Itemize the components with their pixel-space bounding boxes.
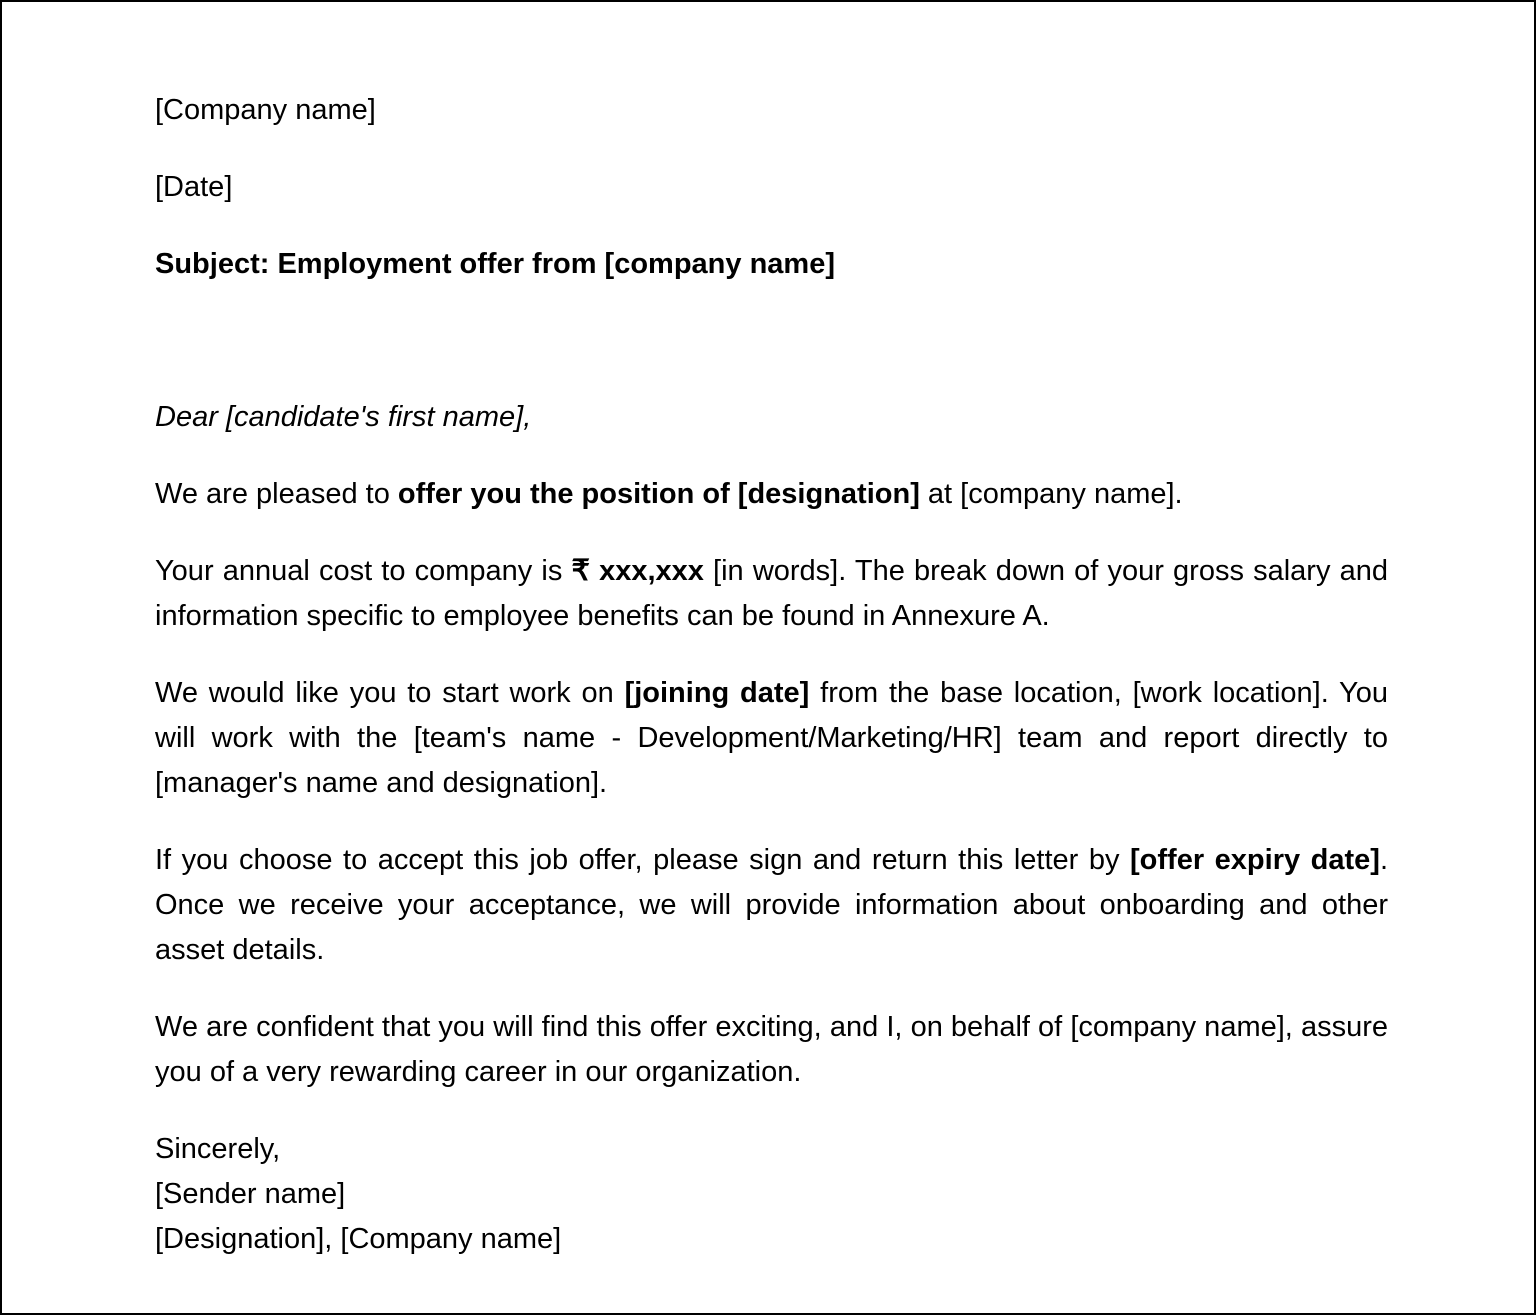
salutation: Dear [candidate's first name], bbox=[155, 401, 532, 433]
paragraph-text: at [company name]. bbox=[919, 478, 1183, 510]
letter-date: [Date] bbox=[155, 171, 233, 203]
sender-designation: [Designation], [Company name] bbox=[155, 1223, 562, 1255]
paragraph-text: If you choose to accept this job offer, please sign and return this letter by bbox=[155, 844, 1131, 876]
company-name: [Company name] bbox=[155, 94, 376, 126]
paragraph-acceptance bbox=[155, 838, 1388, 973]
offer-expiry-date: [offer expiry date] bbox=[1130, 844, 1380, 876]
paragraph-text: . Once we receive your acceptance, we will provide information about onboarding and other asset details. bbox=[155, 844, 1388, 966]
paragraph-position-offer bbox=[155, 472, 1388, 517]
salary-amount: ₹ xxx,xxx bbox=[571, 555, 704, 587]
joining-date: [joining date] bbox=[624, 677, 810, 709]
offer-letter bbox=[155, 88, 1388, 1262]
position-offer-emphasis: offer you the position of [designation] bbox=[397, 478, 920, 510]
letter-subject: Subject: Employment offer from [company name] bbox=[155, 248, 835, 280]
closing-phrase: Sincerely, bbox=[155, 1133, 281, 1165]
paragraph-text: from the base location, [work location]. You will work with the [team's name - Development/Marketing/HR] team and report directly to [manager's name and designation]. bbox=[155, 677, 1388, 799]
paragraph-compensation bbox=[155, 549, 1388, 639]
paragraph-text: We would like you to start work on bbox=[155, 677, 625, 709]
paragraph-closing-remarks: We are confident that you will find this offer exciting, and I, on behalf of [company name], assure you of a very rewarding career in our organization. bbox=[155, 1011, 1388, 1088]
paragraph-text: We are pleased to bbox=[155, 478, 398, 510]
paragraph-text: Your annual cost to company is bbox=[155, 555, 572, 587]
sender-name: [Sender name] bbox=[155, 1178, 346, 1210]
paragraph-text: [in words]. The break down of your gross salary and information specific to employee benefits can be found in Annexure A. bbox=[155, 555, 1388, 632]
paragraph-joining-details bbox=[155, 671, 1388, 806]
